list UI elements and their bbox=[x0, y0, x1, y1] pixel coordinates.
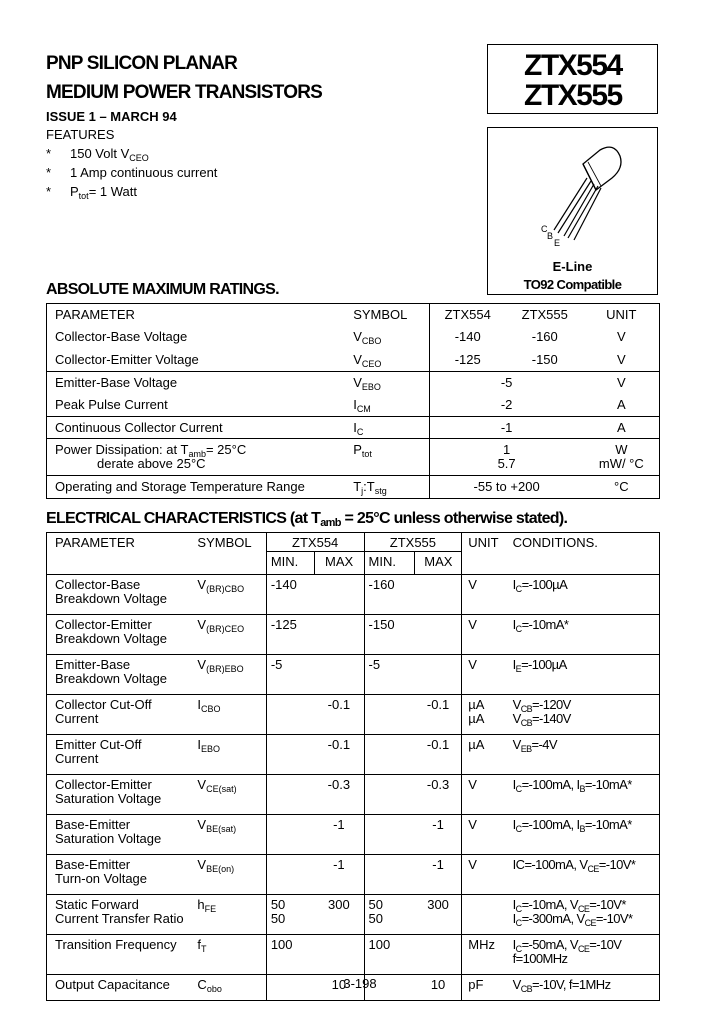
part-number-a: ZTX554 bbox=[524, 49, 622, 82]
unit-cell: V bbox=[462, 614, 513, 654]
max-cell bbox=[314, 654, 364, 694]
min-cell bbox=[266, 694, 314, 734]
feature-item bbox=[46, 146, 149, 163]
unit-cell: A bbox=[616, 396, 626, 412]
conditions-cell: $I_C=-10mA*$ bbox=[513, 614, 660, 654]
min-cell: -160 bbox=[364, 574, 415, 614]
max-cell bbox=[415, 654, 462, 694]
param-cell: Base-Emitter Turn-on Voltage bbox=[47, 854, 194, 894]
param-cell: Operating and Storage Temperature Range bbox=[47, 476, 354, 499]
header-max: MAX bbox=[314, 551, 364, 574]
min-cell: -140 bbox=[266, 574, 314, 614]
table-row bbox=[47, 614, 660, 654]
feature-sub: CEO bbox=[129, 153, 149, 163]
conditions-cell: $I_C=-100mA$, $I_B=-10mA*$ bbox=[513, 774, 660, 814]
unit-cell: V bbox=[584, 371, 660, 394]
unit-cell: V bbox=[462, 574, 513, 614]
param-cell: Emitter-Base Breakdown Voltage bbox=[47, 654, 194, 694]
table-row bbox=[47, 476, 660, 499]
table-row bbox=[47, 734, 660, 774]
elec-table bbox=[46, 532, 660, 1001]
symbol-cell: $V_{BE(on)}$ bbox=[193, 854, 266, 894]
conditions-cell: $I_C=-10mA$, $V_{CE}=-10V*$ $I_C=-300mA$, $V_{CE}=-10V*$ bbox=[513, 894, 660, 934]
max-cell: -0.1 bbox=[314, 734, 364, 774]
conditions-cell: $I_C=-100mA$, $I_B=-10mA*$ bbox=[513, 814, 660, 854]
table-row bbox=[47, 326, 660, 349]
elec-title: ELECTRICAL CHARACTERISTICS (at $T_{amb} = 25^\circ C$ unless otherwise stated). bbox=[46, 510, 568, 529]
table-header-row bbox=[47, 304, 660, 327]
header-ztx554: ZTX554 bbox=[266, 533, 364, 552]
param-cell: Collector-Emitter Voltage bbox=[55, 351, 199, 367]
value-cell: -1 bbox=[429, 416, 584, 439]
max-cell: -1 bbox=[415, 814, 462, 854]
value-cell: -2 bbox=[429, 394, 584, 417]
unit-cell: V bbox=[462, 814, 513, 854]
table-row bbox=[47, 654, 660, 694]
param-cell: Continuous Collector Current bbox=[47, 416, 354, 439]
param-cell: Collector Cut-Off Current bbox=[47, 694, 194, 734]
min-cell bbox=[364, 694, 415, 734]
max-cell bbox=[415, 934, 462, 974]
header-min: MIN. bbox=[266, 551, 314, 574]
param-cell: Emitter Cut-Off Current bbox=[47, 734, 194, 774]
param-cell: Collector-Emitter Breakdown Voltage bbox=[47, 614, 194, 654]
max-cell bbox=[314, 614, 364, 654]
max-cell: -1 bbox=[314, 854, 364, 894]
value-cell: -125 bbox=[429, 349, 506, 372]
conditions-cell: $I_E=-100\mu A$ bbox=[513, 654, 660, 694]
table-row bbox=[47, 574, 660, 614]
package-compat: TO92 Compatible bbox=[523, 277, 622, 292]
feature-text-post: = 1 Watt bbox=[88, 184, 137, 199]
conditions-cell: $V_{EB}=-4V$ bbox=[513, 734, 660, 774]
features-label: FEATURES bbox=[46, 127, 115, 142]
unit-cell: µA bbox=[462, 734, 513, 774]
unit-cell: V bbox=[462, 654, 513, 694]
unit-cell: W mW/ °C bbox=[584, 439, 660, 476]
max-cell bbox=[415, 614, 462, 654]
param-cell: Collector-Base Breakdown Voltage bbox=[47, 574, 194, 614]
max-cell: -0.3 bbox=[415, 774, 462, 814]
symbol-cell: $I_{EBO}$ bbox=[193, 734, 266, 774]
conditions-cell: $V_{CB}=-10V$, f=1MHz bbox=[513, 974, 660, 1000]
conditions-cell: IC=-100mA, $V_{CE}=-10V*$ bbox=[513, 854, 660, 894]
param-cell: Collector-Emitter Saturation Voltage bbox=[47, 774, 194, 814]
feature-item bbox=[46, 165, 218, 180]
symbol-cell: $V_{CEO}$ bbox=[353, 351, 382, 369]
feature-text: P bbox=[70, 184, 79, 199]
header-unit: UNIT bbox=[462, 533, 513, 575]
max-cell: 300 bbox=[314, 894, 364, 934]
table-row bbox=[47, 349, 660, 372]
feature-item bbox=[46, 184, 137, 201]
feature-bullet: * bbox=[46, 184, 52, 199]
package-name: E-Line bbox=[552, 259, 593, 274]
header-max: MAX bbox=[415, 551, 462, 574]
package-box bbox=[487, 127, 658, 295]
symbol-cell: $V_{(BR)EBO}$ bbox=[193, 654, 266, 694]
unit-cell: V bbox=[462, 854, 513, 894]
header-min: MIN. bbox=[364, 551, 415, 574]
unit-cell: °C bbox=[584, 476, 660, 499]
max-cell: -1 bbox=[314, 814, 364, 854]
max-cell: -0.1 bbox=[415, 694, 462, 734]
header-ztx555: ZTX555 bbox=[364, 533, 462, 552]
table-header-row bbox=[47, 533, 660, 552]
param-cell: Collector-Base Voltage bbox=[55, 329, 188, 344]
conditions-cell: $V_{CB}=-120V$ $V_{CB}=-140V$ bbox=[513, 694, 660, 734]
table-row bbox=[47, 774, 660, 814]
title-line1: PNP SILICON PLANAR bbox=[46, 53, 238, 74]
pin-label-e: E bbox=[554, 238, 561, 248]
max-cell: -0.3 bbox=[314, 774, 364, 814]
table-row bbox=[47, 394, 660, 417]
max-cell: -1 bbox=[415, 854, 462, 894]
min-cell bbox=[266, 854, 314, 894]
value-cell: -140 bbox=[429, 326, 506, 349]
conditions-cell: $I_C=-100\mu A$ bbox=[513, 574, 660, 614]
value-cell: -55 to +200 bbox=[429, 476, 584, 499]
table-row bbox=[47, 371, 660, 394]
issue-line: ISSUE 1 – MARCH 94 bbox=[46, 109, 177, 124]
feature-text: 150 Volt V bbox=[70, 146, 130, 161]
header-symbol: SYMBOL bbox=[353, 307, 408, 322]
max-cell: 10 bbox=[314, 974, 364, 1000]
title-line2: MEDIUM POWER TRANSISTORS bbox=[46, 82, 323, 103]
table-row bbox=[47, 439, 660, 476]
value-cell: -160 bbox=[531, 329, 558, 344]
value-cell: -150 bbox=[531, 351, 558, 367]
symbol-cell: $I_{CM}$ bbox=[353, 396, 371, 414]
symbol-cell: $V_{BE(sat)}$ bbox=[193, 814, 266, 854]
param-cell: Transition Frequency bbox=[47, 934, 194, 974]
symbol-cell: $V_{EBO}$ bbox=[353, 371, 429, 394]
pin-label-b: B bbox=[547, 231, 554, 241]
min-cell: 100 bbox=[364, 934, 415, 974]
param-cell: Power Dissipation: at $T_{amb}= 25^\circ C$ derate above 25°C bbox=[47, 439, 354, 476]
min-cell: -150 bbox=[364, 614, 415, 654]
unit-cell: pF bbox=[462, 974, 513, 1000]
symbol-cell: $h_{FE}$ bbox=[193, 894, 266, 934]
min-cell bbox=[364, 734, 415, 774]
transistor-package-icon bbox=[488, 132, 657, 242]
table-row bbox=[47, 894, 660, 934]
header-conditions: CONDITIONS. bbox=[512, 535, 598, 550]
unit-cell: MHz bbox=[462, 934, 513, 974]
symbol-cell: $V_{(BR)CEO}$ bbox=[193, 614, 266, 654]
min-cell: -5 bbox=[364, 654, 415, 694]
param-cell: Static Forward Current Transfer Ratio bbox=[47, 894, 194, 934]
value-cell: 1 5.7 bbox=[429, 439, 584, 476]
max-cell: 300 bbox=[415, 894, 462, 934]
min-cell bbox=[266, 774, 314, 814]
max-cell bbox=[314, 574, 364, 614]
feature-bullet: * bbox=[46, 146, 52, 161]
unit-cell: A bbox=[584, 416, 660, 439]
table-row bbox=[47, 694, 660, 734]
symbol-cell: $I_C$ bbox=[353, 416, 429, 439]
min-cell bbox=[364, 814, 415, 854]
min-cell bbox=[266, 734, 314, 774]
symbol-cell: $P_{tot}$ bbox=[353, 439, 429, 476]
symbol-cell: $V_{CE(sat)}$ bbox=[193, 774, 266, 814]
unit-cell: µA µA bbox=[462, 694, 513, 734]
max-cell: -0.1 bbox=[415, 734, 462, 774]
header-ztx554: ZTX554 bbox=[429, 304, 506, 327]
table-row bbox=[47, 934, 660, 974]
max-cell bbox=[314, 934, 364, 974]
table-row bbox=[47, 854, 660, 894]
min-cell bbox=[364, 774, 415, 814]
header-unit: UNIT bbox=[606, 307, 637, 322]
param-cell: Base-Emitter Saturation Voltage bbox=[47, 814, 194, 854]
symbol-cell: $C_{obo}$ bbox=[193, 974, 266, 1000]
value-cell: -5 bbox=[429, 371, 584, 394]
unit-cell: V bbox=[616, 329, 626, 344]
feature-bullet: * bbox=[46, 165, 52, 180]
symbol-cell: $I_{CBO}$ bbox=[193, 694, 266, 734]
page-number: 3-198 bbox=[343, 976, 377, 991]
max-cell bbox=[415, 574, 462, 614]
symbol-cell: $T_j:T_{stg}$ bbox=[353, 476, 429, 499]
min-cell bbox=[266, 814, 314, 854]
conditions-cell: $I_C=-50mA$, $V_{CE}=-10V$ f=100MHz bbox=[513, 934, 660, 974]
pin-label-c: C bbox=[541, 224, 548, 234]
symbol-cell: $V_{CBO}$ bbox=[353, 329, 382, 346]
max-cell: 10 bbox=[415, 974, 462, 1000]
min-cell: -5 bbox=[266, 654, 314, 694]
min-cell: -125 bbox=[266, 614, 314, 654]
unit-cell: V bbox=[616, 351, 626, 367]
param-cell: Output Capacitance bbox=[47, 974, 194, 1000]
header-parameter: PARAMETER bbox=[55, 535, 135, 550]
min-cell: 100 bbox=[266, 934, 314, 974]
min-cell: 50 50 bbox=[266, 894, 314, 934]
param-cell: Emitter-Base Voltage bbox=[47, 371, 354, 394]
abs-max-table bbox=[46, 303, 660, 499]
symbol-cell: $V_{(BR)CBO}$ bbox=[193, 574, 266, 614]
header-parameter: PARAMETER bbox=[55, 307, 135, 322]
symbol-cell: $f_T$ bbox=[193, 934, 266, 974]
table-row bbox=[47, 416, 660, 439]
feature-text: 1 Amp continuous current bbox=[70, 165, 218, 180]
min-cell bbox=[364, 854, 415, 894]
feature-sub: tot bbox=[78, 191, 89, 201]
min-cell: 50 50 bbox=[364, 894, 415, 934]
max-cell: -0.1 bbox=[314, 694, 364, 734]
part-number-box bbox=[487, 44, 658, 114]
part-number-b: ZTX555 bbox=[524, 79, 622, 112]
unit-cell: V bbox=[462, 774, 513, 814]
unit-cell bbox=[462, 894, 513, 934]
header-symbol: SYMBOL bbox=[197, 535, 252, 550]
header-ztx555: ZTX555 bbox=[521, 307, 568, 322]
table-row bbox=[47, 814, 660, 854]
param-cell: Peak Pulse Current bbox=[55, 396, 168, 412]
abs-max-title: ABSOLUTE MAXIMUM RATINGS. bbox=[46, 281, 279, 298]
